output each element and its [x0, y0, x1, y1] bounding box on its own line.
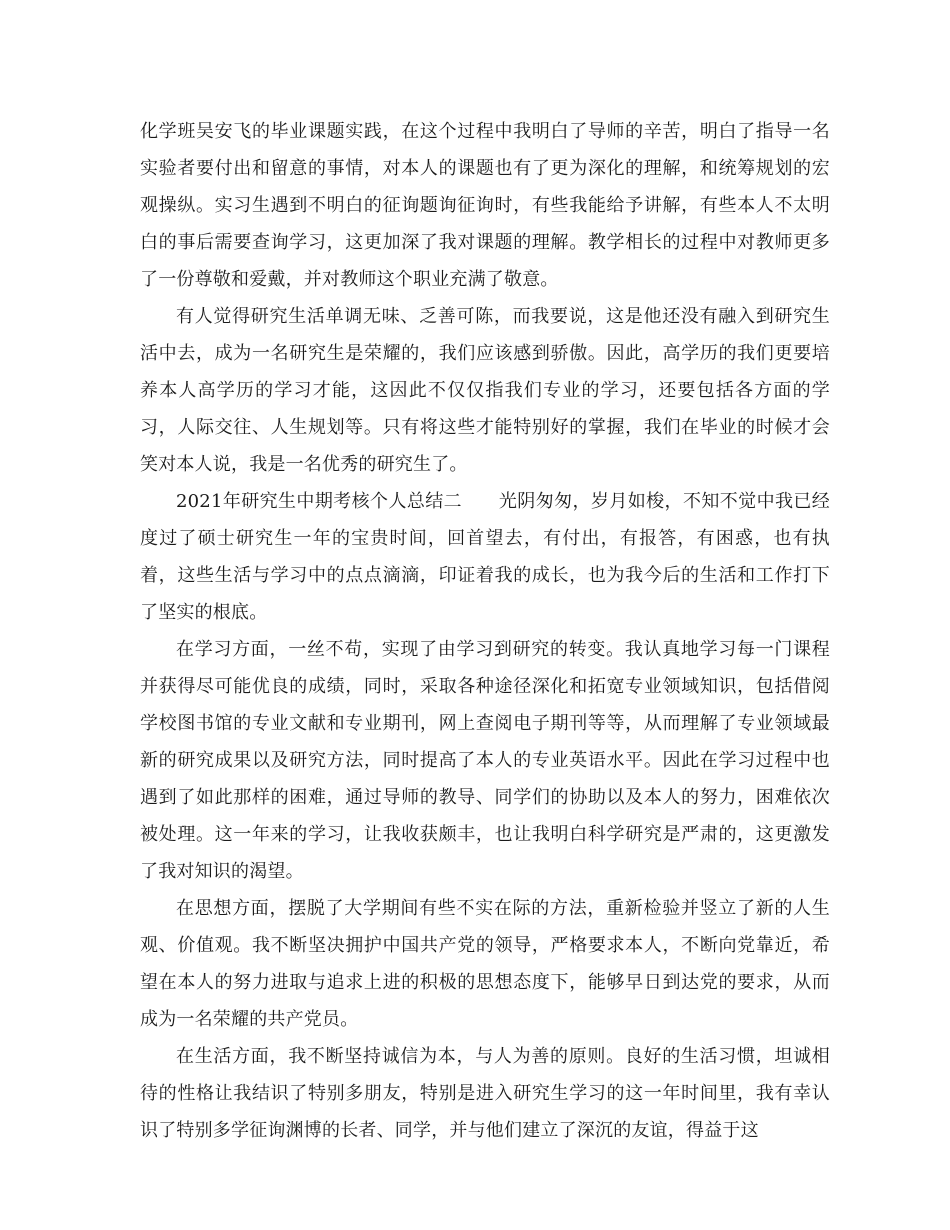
- paragraph: 在学习方面，一丝不苟，实现了由学习到研究的转变。我认真地学习每一门课程并获得尽可能优良的成绩，同时，采取各种途径深化和拓宽专业领域知识，包括借阅学校图书馆的专业文献和专业期刊，网上查阅电子期刊等等，从而理解了专业领域最新的研究成果以及研究方法，同时提高了本人的专业英语水平。因此在学习过程中也遇到了如此那样的困难，通过导师的教导、同学们的协助以及本人的努力，困难依次被处理。这一年来的学习，让我收获颇丰，也让我明白科学研究是严肃的，这更激发了我对知识的渴望。: [140, 639, 830, 882]
- paragraph: 有人觉得研究生活单调无味、乏善可陈，而我要说，这是他还没有融入到研究生活中去，成为一名研究生是荣耀的，我们应该感到骄傲。因此，高学历的我们更要培养本人高学历的学习才能，这因此不仅仅指我们专业的学习，还要包括各方面的学习，人际交往、人生规划等。只有将这些才能特别好的掌握，我们在毕业的时候才会笑对本人说，我是一名优秀的研究生了。: [140, 306, 830, 475]
- paragraph: 在思想方面，摆脱了大学期间有些不实在际的方法，重新检验并竖立了新的人生观、价值观。我不断坚决拥护中国共产党的领导，严格要求本人，不断向党靠近，希望在本人的努力进取与追求上进的积极的思想态度下，能够早日到达党的要求，从而成为一名荣耀的共产党员。: [140, 898, 830, 1030]
- document-body: [140, 113, 830, 1149]
- paragraph: 在生活方面，我不断坚持诚信为本，与人为善的原则。良好的生活习惯，坦诚相待的性格让我结识了特别多朋友，特别是进入研究生学习的这一年时间里，我有幸认识了特别多学征询渊博的长者、同学，并与他们建立了深沉的友谊，得益于这: [140, 1046, 830, 1141]
- paragraph-continuation: 化学班吴安飞的毕业课题实践，在这个过程中我明白了导师的辛苦，明白了指导一名实验者要付出和留意的事情，对本人的课题也有了更为深化的理解，和统筹规划的宏观操纵。实习生遇到不明白的征询题询征询时，有些我能给予讲解，有些本人不太明白的事后需要查询学习，这更加深了我对课题的理解。教学相长的过程中对教师更多了一份尊敬和爱戴，并对教师这个职业充满了敬意。: [140, 121, 830, 290]
- paragraph: 2021年研究生中期考核个人总结二 光阴匆匆，岁月如梭，不知不觉中我已经度过了硕士研究生一年的宝贵时间，回首望去，有付出，有报答，有困惑，也有执着，这些生活与学习中的点点滴滴，印证着我的成长，也为我今后的生活和工作打下了坚实的根底。: [140, 491, 830, 623]
